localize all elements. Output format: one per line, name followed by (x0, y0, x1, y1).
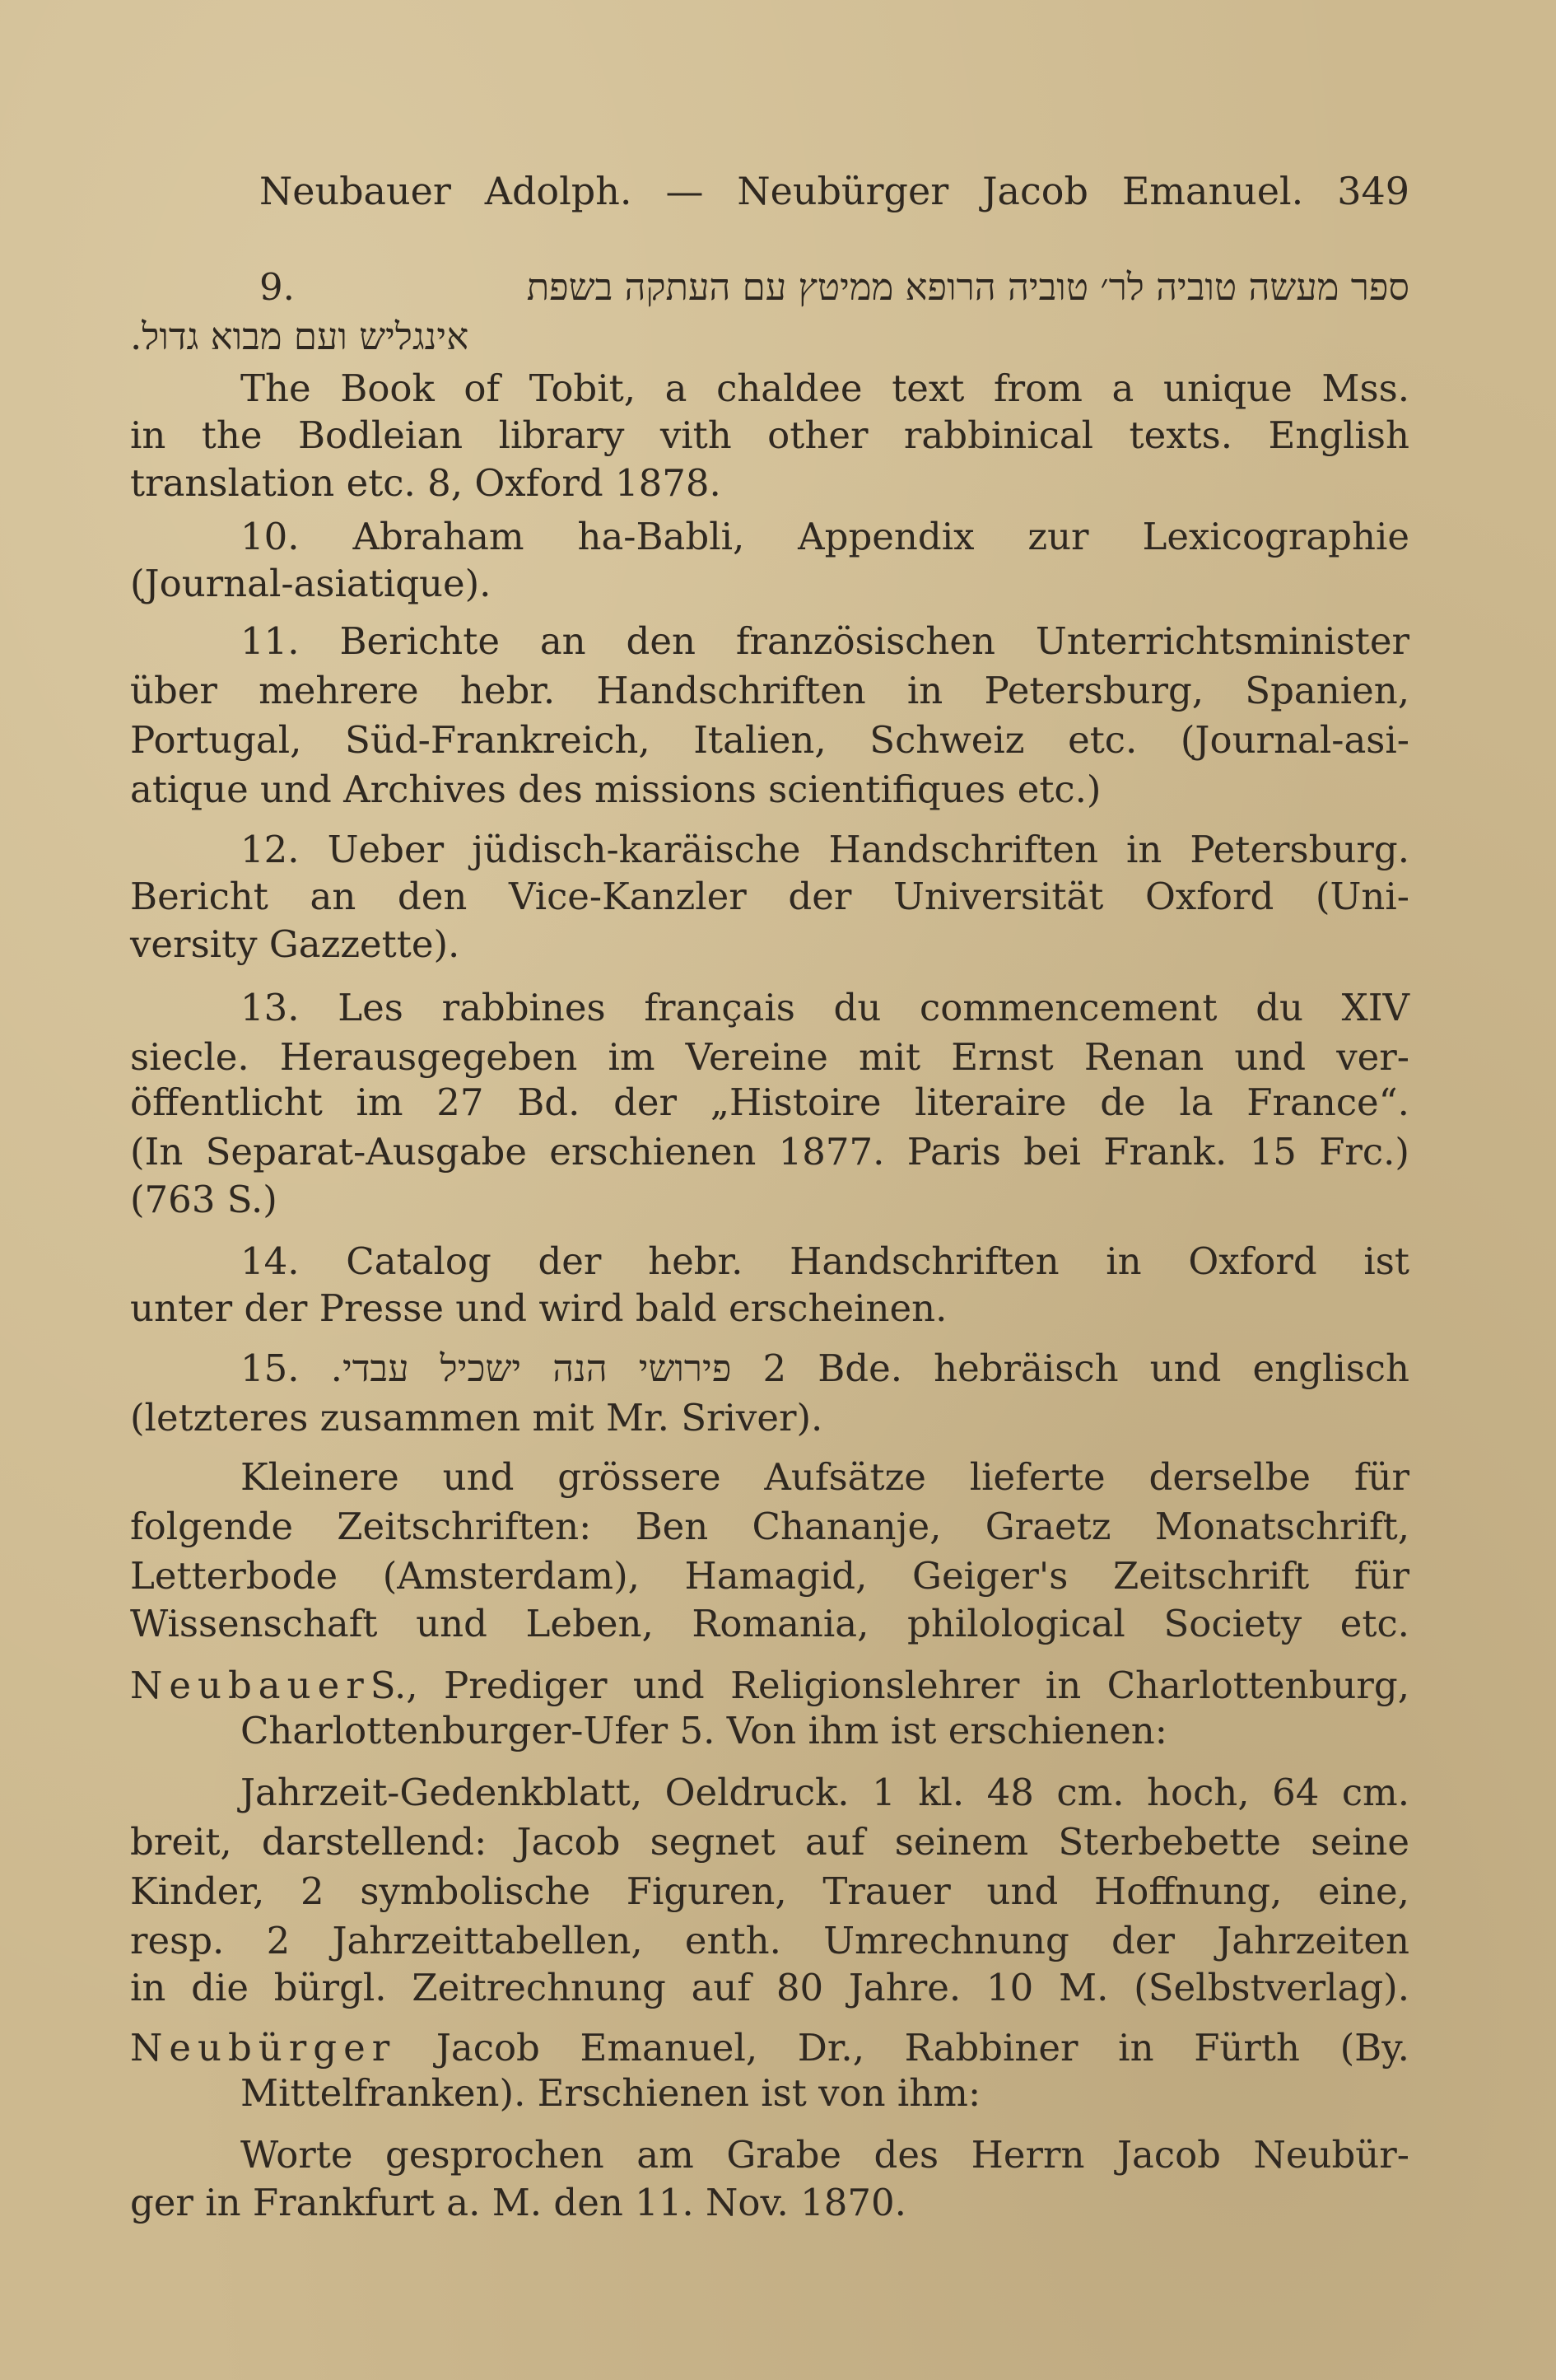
author-entry-line: Mittelfranken). Erschienen ist von ihm: (240, 2071, 981, 2115)
entry-9-line: The Book of Tobit, a chaldee text from a unique Mss. (240, 366, 1409, 410)
entry-14-line: unter der Presse und wird bald erscheinen. (130, 1286, 948, 1330)
entry-10-line: 10. Abraham ha-Babli, Appendix zur Lexicographie (240, 515, 1409, 558)
hebrew-title: ספר מעשה טוביה לר׳ טוביה הרופא ממיטץ עם העתקה בשפת (526, 265, 1409, 309)
hebrew-title: פירושי הנה ישכיל עבדי. (330, 1346, 732, 1390)
entry-number: 9. (259, 265, 295, 309)
work-line: Jahrzeit-Gedenkblatt, Oeldruck. 1 kl. 48 cm. hoch, 64 cm. (240, 1771, 1409, 1814)
hebrew-title-continued: אינגליש ועם מבוא גדול. (130, 315, 469, 358)
work-line: resp. 2 Jahrzeittabellen, enth. Umrechnung der Jahrzeiten (130, 1919, 1409, 1962)
paragraph-line: Wissenschaft und Leben, Romania, philological Society etc. (130, 1602, 1409, 1645)
author-entry-neubauer-s (130, 1664, 1409, 1708)
author-description: S., Prediger und Religionslehrer in Charlottenburg, (370, 1664, 1409, 1707)
entry-14-line: 14. Catalog der hebr. Handschriften in Oxford ist (240, 1239, 1409, 1283)
work-line: breit, darstellend: Jacob segnet auf seinem Sterbebette seine (130, 1820, 1409, 1864)
work-line: in die bürgl. Zeitrechnung auf 80 Jahre. 10 M. (Selbstverlag). (130, 1966, 1409, 2009)
entry-15-line: (letzteres zusammen mit Mr. Sriver). (130, 1396, 823, 1440)
entry-13-line: 13. Les rabbines français du commencement du XIV (240, 986, 1409, 1029)
entry-13-line: (763 S.) (130, 1178, 277, 1221)
paragraph-line: Letterbode (Amsterdam), Hamagid, Geiger's Zeitschrift für (130, 1554, 1409, 1598)
entry-11-line: Portugal, Süd-Frankreich, Italien, Schweiz etc. (Journal-asi- (130, 718, 1409, 762)
author-entry-neubuerger (130, 2026, 1409, 2070)
entry-11-line: über mehrere hebr. Handschriften in Petersburg, Spanien, (130, 669, 1409, 712)
entry-12-line: versity Gazzette). (130, 922, 460, 966)
author-description: Jacob Emanuel, Dr., Rabbiner in Fürth (By. (436, 2026, 1409, 2070)
running-header (259, 169, 1409, 213)
entry-13-line: siecle. Herausgegeben im Vereine mit Ernst Renan und ver- (130, 1035, 1409, 1079)
paragraph-line: folgende Zeitschriften: Ben Chananje, Graetz Monatschrift, (130, 1505, 1409, 1548)
entry-13-line: öffentlicht im 27 Bd. der „Histoire literaire de la France“. (130, 1080, 1409, 1124)
entry-13-line: (In Separat-Ausgabe erschienen 1877. Paris bei Frank. 15 Frc.) (130, 1130, 1409, 1174)
entry-9-hebrew-line-2 (130, 315, 1409, 359)
entry-10-line: (Journal-asiatique). (130, 562, 491, 605)
entry-11-line: 11. Berichte an den französischen Unterrichtsminister (240, 619, 1409, 663)
entry-15-line-1 (240, 1346, 1409, 1391)
entry-9-line: translation etc. 8, Oxford 1878. (130, 461, 721, 505)
running-title: Neubauer Adolph. — Neubürger Jacob Emanuel. (259, 169, 1304, 213)
work-line: ger in Frankfurt a. M. den 11. Nov. 1870. (130, 2181, 906, 2224)
entry-9-line: in the Bodleian library vith other rabbinical texts. English (130, 413, 1409, 457)
page-number: 349 (1337, 169, 1410, 213)
work-line: Kinder, 2 symbolische Figuren, Trauer und Hoffnung, eine, (130, 1869, 1409, 1913)
author-name: Neubauer (130, 1664, 370, 1707)
author-entry-line: Charlottenburger-Ufer 5. Von ihm ist erschienen: (240, 1709, 1167, 1752)
entry-12-line: Bericht an den Vice-Kanzler der Universität Oxford (Uni- (130, 875, 1409, 918)
author-name: Neubürger (130, 2026, 397, 2070)
entry-12-line: 12. Ueber jüdisch-karäische Handschriften in Petersburg. (240, 828, 1409, 871)
paragraph-line: Kleinere und grössere Aufsätze lieferte derselbe für (240, 1455, 1409, 1499)
entry-number: 15. (240, 1346, 300, 1390)
entry-15-description: 2 Bde. hebräisch und englisch (762, 1346, 1409, 1390)
entry-11-line: atique und Archives des missions scientifiques etc.) (130, 768, 1102, 811)
entry-9-hebrew-line-1 (259, 265, 1409, 310)
work-line: Worte gesprochen am Grabe des Herrn Jacob Neubür- (240, 2133, 1409, 2177)
